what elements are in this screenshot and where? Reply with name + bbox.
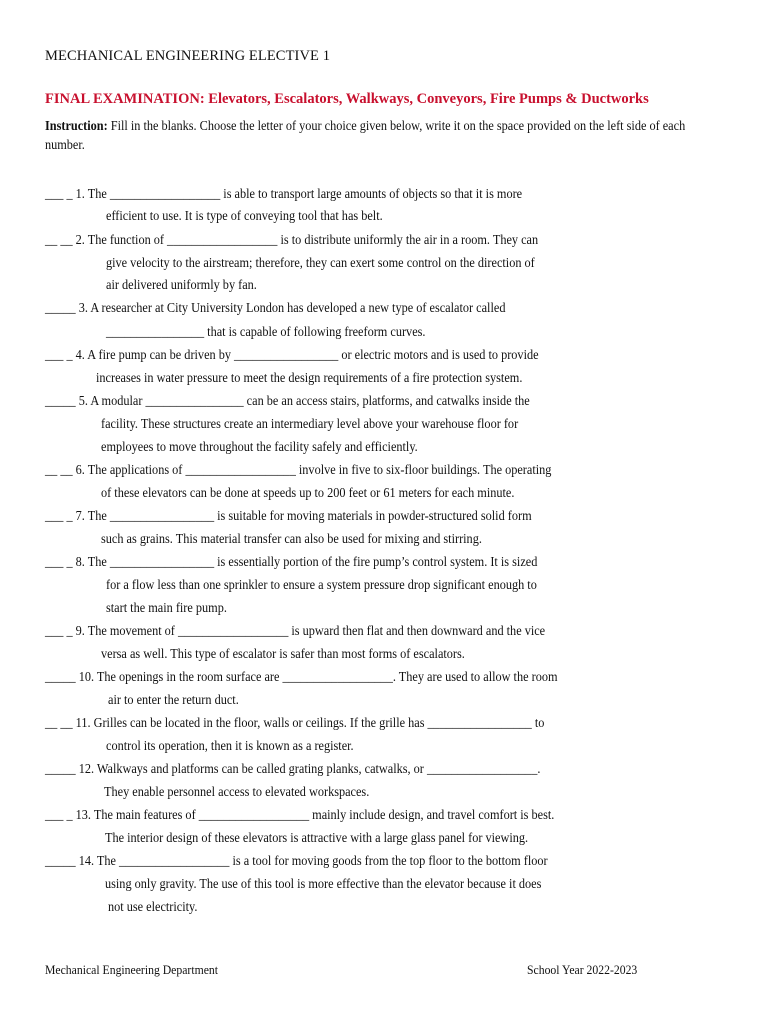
question-7-line: ___ _ 7. The _________________ is suitable for moving materials in powder-structured solid form: [45, 508, 532, 523]
question-8-line: ___ _ 8. The _________________ is essentially portion of the fire pump’s control system. It is sized: [45, 554, 538, 569]
question-2-continuation: give velocity to the airstream; therefore, they can exert some control on the direction of: [106, 255, 535, 270]
question-2-line: __ __ 2. The function of __________________ is to distribute uniformly the air in a room. They can: [45, 232, 539, 247]
question-10-continuation: air to enter the return duct.: [108, 692, 239, 707]
instruction-label: Instruction:: [45, 118, 108, 133]
question-3-continuation: ________________ that is capable of following freeform curves.: [106, 324, 426, 339]
question-12-line: _____ 12. Walkways and platforms can be called grating planks, catwalks, or __________________.: [45, 761, 541, 776]
instruction-text: Fill in the blanks. Choose the letter of your choice given below, write it on the space provided on the left side of each number.: [45, 118, 686, 152]
question-14-line: _____ 14. The __________________ is a tool for moving goods from the top floor to the bottom floor: [45, 853, 548, 868]
instruction-paragraph: [45, 116, 687, 154]
question-3-line: _____ 3. A researcher at City University London has developed a new type of escalator called: [45, 300, 506, 315]
question-8-continuation: for a flow less than one sprinkler to ensure a system pressure drop significant enough to: [106, 577, 537, 592]
question-1-line: ___ _ 1. The __________________ is able to transport large amounts of objects so that it is more: [45, 186, 523, 201]
question-5-continuation: employees to move throughout the facility safely and efficiently.: [101, 439, 418, 454]
question-12-continuation: They enable personnel access to elevated workspaces.: [104, 784, 370, 799]
question-6-line: __ __ 6. The applications of __________________ involve in five to six-floor buildings. The operating: [45, 462, 552, 477]
question-14-continuation: using only gravity. The use of this tool is more effective than the elevator because it does: [105, 876, 542, 891]
question-11-line: __ __ 11. Grilles can be located in the floor, walls or ceilings. If the grille has _________________ to: [45, 715, 545, 730]
question-2-continuation: air delivered uniformly by fan.: [106, 277, 257, 292]
question-5-continuation: facility. These structures create an intermediary level above your warehouse floor for: [101, 416, 519, 431]
question-13-continuation: The interior design of these elevators is attractive with a large glass panel for viewing.: [105, 830, 529, 845]
question-6-continuation: of these elevators can be done at speeds up to 200 feet or 61 meters for each minute.: [101, 485, 515, 500]
question-11-continuation: control its operation, then it is known as a register.: [106, 738, 354, 753]
course-title: MECHANICAL ENGINEERING ELECTIVE 1: [45, 48, 331, 64]
question-9-line: ___ _ 9. The movement of __________________ is upward then flat and then downward and the vice: [45, 623, 546, 638]
question-10-line: _____ 10. The openings in the room surface are __________________. They are used to allow the room: [45, 669, 558, 684]
question-14-continuation: not use electricity.: [108, 899, 198, 914]
question-4-continuation: increases in water pressure to meet the design requirements of a fire protection system.: [96, 370, 523, 385]
question-13-line: ___ _ 13. The main features of __________________ mainly include design, and travel comfort is best.: [45, 807, 555, 822]
question-5-line: _____ 5. A modular ________________ can be an access stairs, platforms, and catwalks inside the: [45, 393, 530, 408]
question-9-continuation: versa as well. This type of escalator is safer than most forms of escalators.: [101, 646, 465, 661]
exam-title: FINAL EXAMINATION: Elevators, Escalators, Walkways, Conveyors, Fire Pumps & Ductworks: [45, 91, 649, 107]
footer-department: Mechanical Engineering Department: [45, 963, 219, 977]
footer-school-year: School Year 2022-2023: [527, 963, 638, 977]
question-1-continuation: efficient to use. It is type of conveying tool that has belt.: [106, 208, 383, 223]
question-4-line: ___ _ 4. A fire pump can be driven by _________________ or electric motors and is used to provide: [45, 347, 539, 362]
question-8-continuation: start the main fire pump.: [106, 600, 227, 615]
question-7-continuation: such as grains. This material transfer can also be used for mixing and stirring.: [101, 531, 482, 546]
